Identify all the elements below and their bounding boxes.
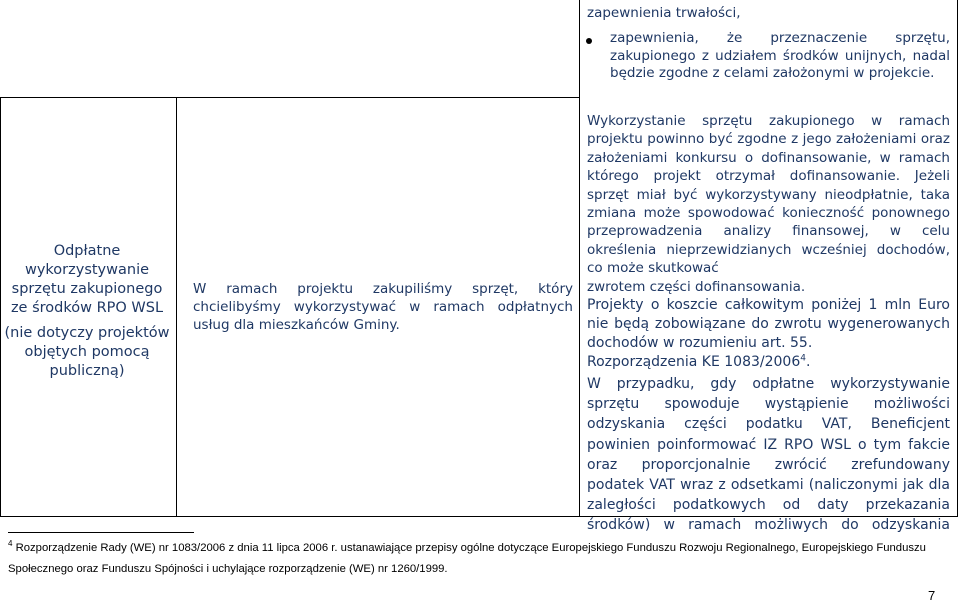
row-heading: Odpłatne wykorzystywanie sprzętu zakupionego ze środków RPO WSL (10, 243, 164, 316)
footnote (8, 538, 938, 580)
question-text: W ramach projektu zakupiliśmy sprzęt, który chcielibyśmy wykorzystywać w ramach odpłatnych usług dla mieszkańców Gminy. (193, 281, 573, 333)
bullet-icon (586, 38, 592, 44)
regulation-reference: Rozporządzenia KE 1083/2006 (587, 354, 801, 370)
row-heading-note: (nie dotyczy projektów objętych pomocą publiczną) (4, 325, 170, 379)
footnote-text: Rozporządzenie Rady (WE) nr 1083/2006 z dnia 11 lipca 2006 r. ustanawiające przepisy ogólne dotyczące Europejskiego Funduszu Rozwoju Regionalnego, Europejskiego Funduszu Społecznego oraz Funduszu Spójności i uchylające rozporządzenie (WE) nr 1260/1999. (8, 542, 926, 575)
answer-paragraph-2-text: Projekty o koszcie całkowitym poniżej 1 mln Euro nie będą zobowiązane do zwrotu wygenerowanych dochodów w rozumieniu art. 55. (587, 297, 950, 351)
footnote-mark: 4 (8, 539, 13, 549)
question-cell (193, 280, 573, 334)
answer-paragraph-1-end: zwrotem części dofinansowania. (587, 278, 806, 295)
answer-paragraph-1-text: Wykorzystanie sprzętu zakupionego w ramach projektu powinno być zgodne z jego założeniami oraz założeniami konkursu o dofinansowanie, w ramach którego projekt otrzymał dofinansowanie. Jeżeli sprzęt miał być wykorzystywany nieodpłatnie, taka zmiana może spowodować konieczność ponownego przeprowadzenia analizy finansowej, w celu określenia nieprzewidzianych wcześniej dochodów, co może skutkować (587, 113, 950, 277)
table-divider-2 (579, 0, 580, 517)
answer-top-line: zapewnienia trwałości, (587, 5, 741, 21)
footnote-reference[interactable]: 4 (800, 353, 806, 364)
answer-paragraph-2 (587, 296, 950, 372)
table-right-border (957, 0, 958, 517)
page-number: 7 (928, 588, 936, 603)
table-divider-1 (176, 97, 177, 517)
answer-paragraph-2-last-line (587, 353, 950, 372)
answer-bullet-text: zapewnienia, że przeznaczenie sprzętu, zakupionego z udziałem środków unijnych, nadal będzie zgodne z celami założonymi w projekcie. (610, 30, 950, 81)
answer-bullet-item (586, 30, 950, 83)
paragraph-end-mark: . (805, 354, 811, 370)
answer-paragraph-3 (587, 374, 950, 536)
table-row-top-border (0, 97, 580, 98)
row-heading-cell (4, 242, 170, 381)
table-left-border (0, 97, 1, 517)
answer-paragraph-3-text: W przypadku, gdy odpłatne wykorzystywanie sprzętu spowoduje wystąpienie możliwości odzyskania części podatku VAT, Beneficjent powinien poinformować IZ RPO WSL o tym fakcie oraz proporcjonalnie zwrócić zrefundowany podatek VAT wraz z odsetkami (naliczonymi jak dla zaległości podatkowych od daty przekazania środków) w ramach możliwych do odzyskania (587, 376, 950, 534)
footnote-separator (8, 532, 194, 533)
answer-paragraph-1 (587, 112, 950, 296)
